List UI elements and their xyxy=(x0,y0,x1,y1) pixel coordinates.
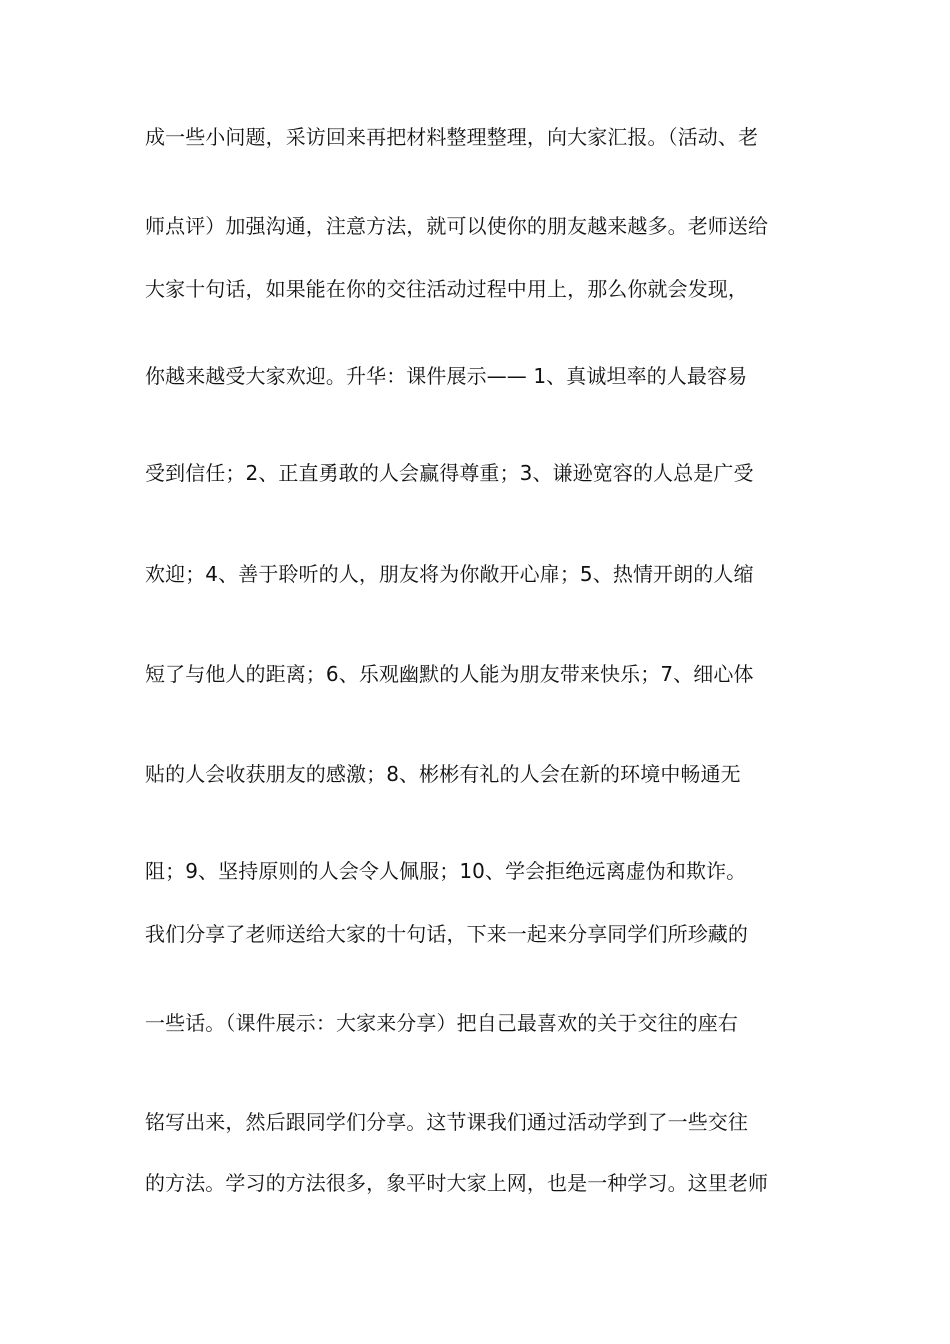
text-line-9: 阻；9、坚持原则的人会令人佩服；10、学会拒绝远离虚伪和欺诈。 xyxy=(145,859,747,883)
text-line-1: 成一些小问题，采访回来再把材料整理整理，向大家汇报。（活动、老 xyxy=(145,125,759,149)
text-line-12: 铭写出来，然后跟同学们分享。这节课我们通过活动学到了一些交往 xyxy=(145,1110,748,1134)
text-line-4: 你越来越受大家欢迎。升华：课件展示—— 1、真诚坦率的人最容易 xyxy=(145,364,748,388)
text-line-3: 大家十句话，如果能在你的交往活动过程中用上，那么你就会发现， xyxy=(145,277,748,301)
text-line-6: 欢迎；4、善于聆听的人，朋友将为你敞开心扉；5、热情开朗的人缩 xyxy=(145,562,754,586)
text-line-7: 短了与他人的距离；6、乐观幽默的人能为朋友带来快乐；7、细心体 xyxy=(145,662,754,686)
text-line-2: 师点评）加强沟通，注意方法，就可以使你的朋友越来越多。老师送给 xyxy=(145,214,769,238)
text-line-11: 一些话。（课件展示：大家来分享）把自己最喜欢的关于交往的座右 xyxy=(145,1011,738,1035)
text-line-8: 贴的人会收获朋友的感激；8、彬彬有礼的人会在新的环境中畅通无 xyxy=(145,762,741,786)
text-line-5: 受到信任；2、正直勇敢的人会赢得尊重；3、谦逊宽容的人总是广受 xyxy=(145,461,754,485)
text-line-10: 我们分享了老师送给大家的十句话，下来一起来分享同学们所珍藏的 xyxy=(145,922,748,946)
text-line-13: 的方法。学习的方法很多，象平时大家上网，也是一种学习。这里老师 xyxy=(145,1171,769,1195)
